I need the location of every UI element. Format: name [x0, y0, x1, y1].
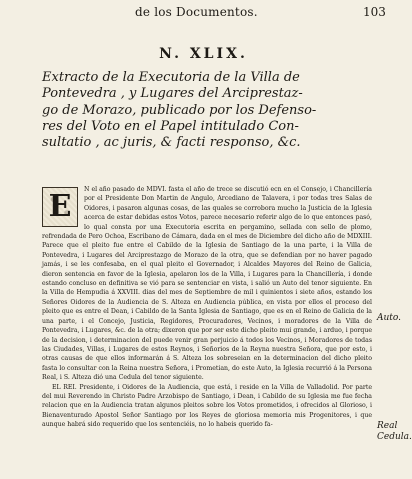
drop-cap-letter: E	[48, 189, 72, 224]
drop-cap-ornament	[42, 187, 78, 227]
margin-note-auto: Auto.	[377, 313, 402, 323]
title-line: go de Morazo, publicado por los Defenso-	[42, 102, 317, 118]
page-header	[0, 2, 407, 22]
title-line: Extracto de la Executoria de la Villa de	[42, 70, 300, 85]
title-line: Pontevedra , y Lugares del Arciprestaz-	[42, 86, 303, 102]
body-paragraph: N el año pasado de MDVI. fasta el año de trece se discutió ecn en el Consejo, i Chancillería por el Presidente Don Martin de Angulo, Arcediano de Talavera, i por todas tres Salas de Oidores, i pasaron algunas cosas, de las quales se corrobora mucho la Justicia de la Iglesia acerca de estar debidas estos Votos, parece necesario referir algo de lo que entonces pasó, lo qual consta por una Executoria escrita en pergamino, sellada con sello de plomo, refrendada de Pero Ochoa, Escribano de Cámara, dada en el mes de Diciembre del dicho año de MDXIII. Parece que el pleito fue entre el Cabildo de la Iglesia de Santiago de la una parte, i la Villa de Pontevedra, i Lugares del Arciprestazgo de Morazo de la otra, que se defendian por no haver pagado jamás, i se les confesaba, en el qual pleito el Governador, i Alcaldes Mayores del Reino de Galicia, dieron sentencia en favor de la Iglesia, apelaron los de la Villa, i Lugares para la Chancillería, i donde estando concluso en definitiva se vió para se sentenciar en vista, i salió un Auto del tenor siguiente. En la Villa de Hempudia á XXVIII. dias del mes de Septiembre de mil i quinientos i siete años, estando los Señores Oidores de la Audiencia de S. Alteza en Audiencia pública, en vista por ellos el proceso del pleito que es entre el Dean, i Cabildo de la Santa Iglesia de Santiago, que es en el Reino de Galicia de la una parte, i el Concejo, Justicia, Regidores, Procuradores, Vecinos, i moradores de la Villa de Pontevedra, i Lugares, &c. de la otra; dixeron que por ser este dicho pleito mui grande, i arduo, i porque de la decision, i determinacion del puede venir gran perjuicio á todos los Vecinos, i Moradores de todas las Ciudades, Villas, i Lugares de estos Reynos, i Señorios de la Reyna nuestra Señora, que por esto, i otras causas de que ellos informarán á S. Alteza los sobreseian en la determinacion del dicho pleito fasta lo consultar con la Reina nuestra Señora, i Prometian, do este Auto, la Iglesia recurrió á la Persona Real, i S. Alteza dió una Cedula del tenor siguiente.	[42, 186, 372, 382]
running-title: de los Documentos.	[135, 5, 258, 19]
document-number: N. XLIX.	[159, 46, 248, 62]
document-title	[42, 70, 372, 151]
title-line: sultatio , ac juris, & facti responso, &c.	[42, 135, 301, 151]
body-paragraph: EL REI. Presidente, i Oidores de la Audiencia, que está, i reside en la Villa de Valladolid. Por parte del mui Reverendo in Christo Padre Arzobispo de Santiago, i Dean, i Cabildo de su Iglesia me fue fecha relacion que en la Audiencia tratan algunos pleitos sobre los Votos prometidos, i ofrecidos al Glorioso, i Bienaventurado Apostol Señor Santiago por los Reyes de gloriosa memoria mis Progenitores, i que aunque habrá sido requerido que los sentenciéis, no lo habeis querido fa-	[42, 383, 372, 429]
page-number: 103	[363, 5, 386, 19]
body-text	[42, 185, 372, 475]
margin-note-real-cedula: Real Cedula.	[377, 421, 412, 442]
title-line: res del Voto en el Papel intitulado Con-	[42, 118, 299, 134]
